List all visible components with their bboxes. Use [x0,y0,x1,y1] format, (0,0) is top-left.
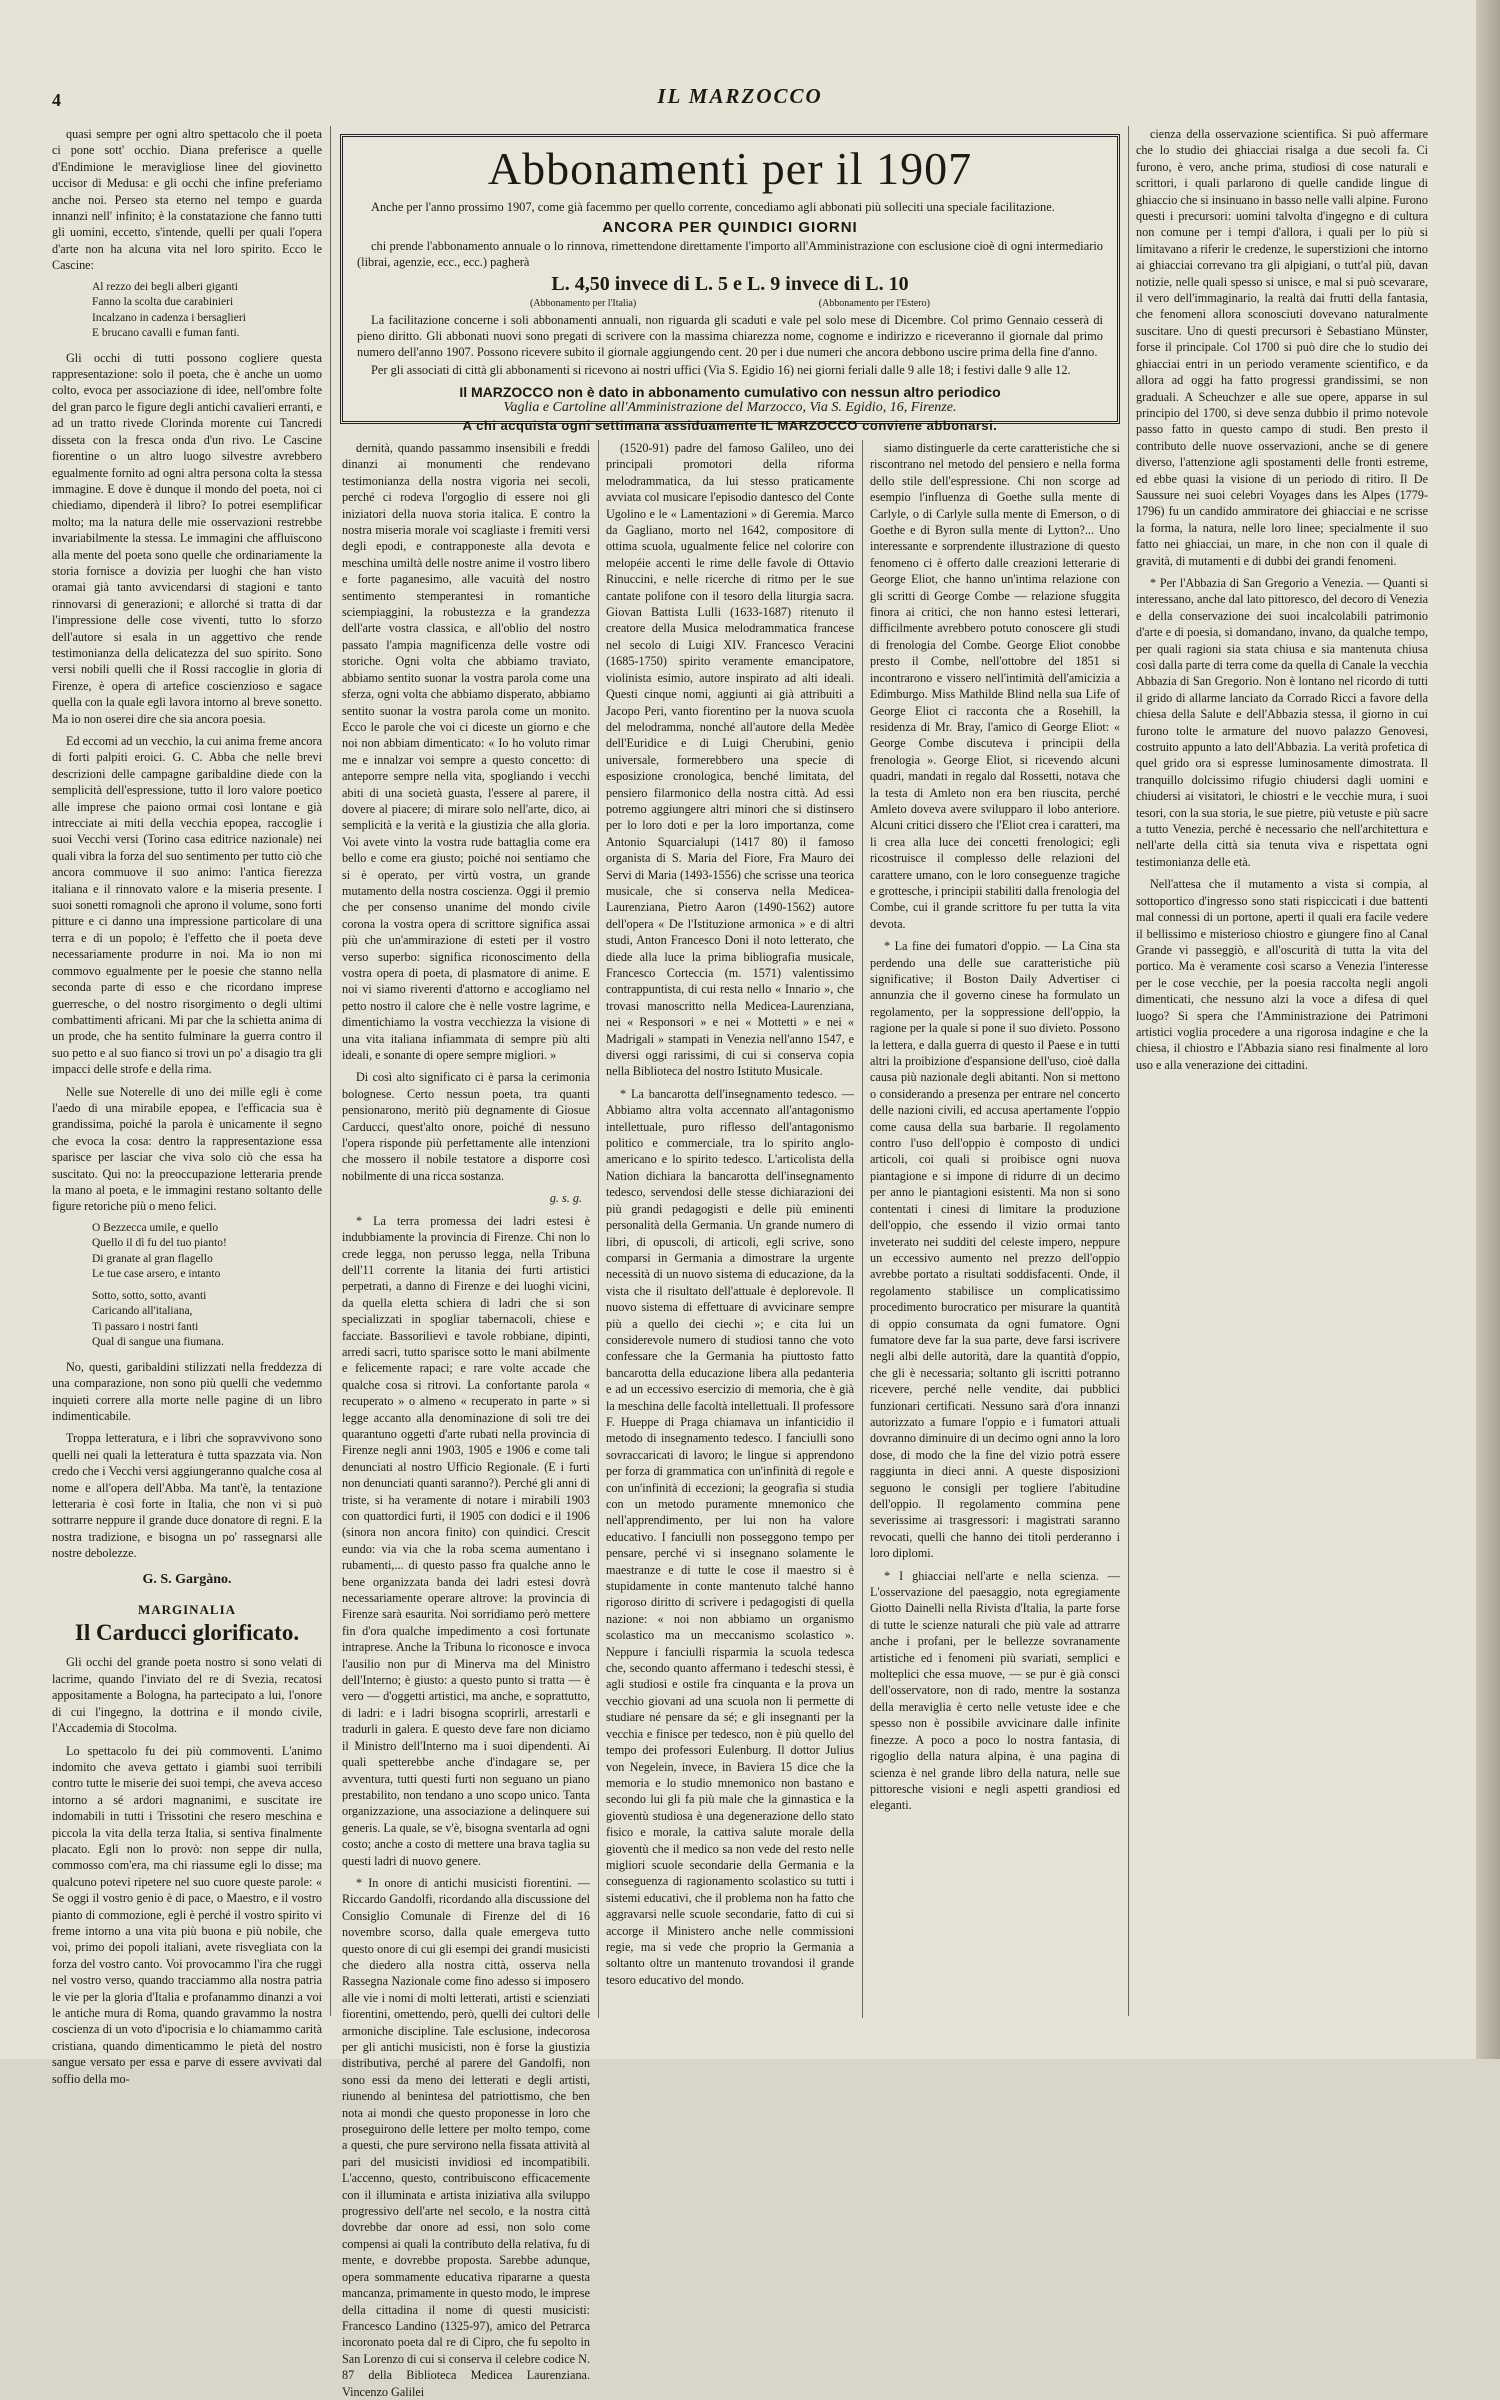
verse-line: Qual di sangue una fiumana. [92,1336,224,1349]
verse-line: Ti passaro i nostri fanti [92,1320,199,1333]
col1-paragraph: No, questi, garibaldini stilizzati nella freddezza di una comparazione, non sono più quelli che vedemmo inquieti correre alla morte nelle pagine di un libro indimenticabile. [52,1359,322,1423]
verse-line: E brucano cavalli e fuman fanti. [92,327,240,340]
note-abroad: (Abbonamento per l'Estero) [818,297,930,309]
column-1 [52,126,322,2086]
column-rule [598,440,599,2018]
subscription-notice [340,134,1120,434]
col2-paragraph: Di così alto significato ci è parsa la cerimonia bolognese. Certo nessun poeta, tra quanti pensionarono, meritò più degnamente di Giosue Carducci, quest'alto onore, poiché di nessuno l'opera risponde più perfettamente alle intenzioni che mossero il nobile testatore a disporre così nobilmente di una ricca sostanza. [342,1070,590,1183]
initials-signature: g. s. g. [549,1191,582,1206]
price-text: L. 4,50 invece di L. 5 e L. 9 invece di L. 10 [551,272,909,295]
poem-excerpt-1 [92,280,322,342]
column-rule [862,440,863,2018]
notice-title: Abbonamenti per il 1907 [487,143,973,194]
article-title: Il Carducci glorificato. [74,1620,300,1646]
notice-subtitle: ANCORA PER QUINDICI GIORNI [602,219,858,237]
notice-price [357,273,1103,296]
col3-paragraph: * La bancarotta dell'insegnamento tedesco. — Abbiamo altra volta accennato all'antagonismo intellettuale, puro riflesso dell'antagonismo politico e commerciale, tra lo spirito anglo-americano e lo spirito tedesco. L'articolista della Nation dichiara la bancarotta dell'insegnamento tedesco, servendosi delle stesse dichiarazioni dei più grandi pedagogisti e delle più eminenti personalità della Germania. Un grande numero di libri, di opuscoli, di articoli, egli scrive, sono comparsi in Germania a dimostrare la urgente necessità di un nuovo sistema di educazione, da la vista che il risultato dell'attuale è deplorevole. Il nuovo sistema di effettuare di avvicinare sempre più a quello dei ciechi »; e cita lui un considerevole numero di studiosi tanno che voto confessare che la Germania ha piuttosto fatto bancarotta della educazione libera alla pedanteria e ad un eccessivo esercizio di memoria, che è già la meschina delle facoltà intellettuali. Il professore F. Hueppe di Praga chiamava un infanticidio il metodo di insegnamento tedesco. I fanciulli sono sovraccaricati di lavoro; le lingue si apprendono per forza di grammatica con un'infinità di regole e con un'infinità di eccezioni; la geografia si studia con un metodo puramente mnemonico che nell'apprendimento, per lui non ha valore educativo. I fanciulli non posseggono tempo per pensare, perché vi si insegnano solamente le maestranze e di tutte le cose il maestro si è stupidamente in conte mantenuto talché hanno rigoroso diritto di scrivere i pedagogisti di quella nazione: « noi non abbiamo un organismo scolastico ma un meccanismo scolastico ». Neppure i fanciulli risparmia la scuola tedesca che, secondo quanto affermano i tedeschi stessi, è agli studiosi e ostile fra cinquanta e la prova un vecchio giovani ad una scuola non li permette di studiare né pensare da sé; e gli insegnanti per la vecchia e finisce per tedesco, non è più quello del tempo dei professori Eulenburg. Il dottor Julius von Negelein, invece, in Baviera 15 dice che la memoria e lo studio mnemonico non bastano e secondo lui gli fa più male che la ginnastica e la gioventù studiosa è una degenerazione dello stato fisico e morale, la cattiva salute morale della gioventù che il medico sa non vede del resto nelle migliori scuole secondarie della Germania e la conseguenza di ragionamento scolastico su tutti i sistemi educativi, che il problema non ha fatto che aggravarsi nelle scuole secondarie, fatto di cui si accorge il Ministero anche nelle commissioni regie, ma si vede che proprio la Germania a soltanto oltre un mantenuto trovandosi il grande tesoro educativo del mondo. [606,1086,854,1987]
column-rule [330,126,331,2016]
col4-paragraph: * La fine dei fumatori d'oppio. — La Cina sta perdendo una delle sue caratteristiche più significative; il Boston Daily Advertiser ci annunzia che il governo cinese ha formulato un regolamento, per la soppressione dell'oppio, la ragione per la quale si pone il suo divieto. Possono la lettera, e dalla guerra di questo il Paese e in tutti altri la proibizione d'espansione dell'uso, cioè dalla causa più nazionale degli abitanti. Non si mettono o considerando a presenza per entrare nel concerto delle nazioni civili, ed accusa apertamente l'oppio come causa della sua barbarie. Il regolamento contro l'uso dell'oppio è composto di undici articoli, coi quali si proibisce ogni nuova piantagione e si impone di ridurre di un decimo per anno le piantagioni esistenti. Ma non si sono contentati i cinesi di limitare la produzione dell'oppio, che essendo il vizio ormai tanto inveterato nei sudditi del celeste impero, neppure un eccessivo aumento nel prezzo dell'oppio avrebbe portato a risultati soddisfacenti. Onde, il regolamento stabilisce un complicatissimo procedimento burocratico per misurare la quantità di oppio consumata da ogni fumatore. Ogni fumatore deve far la sua parte, deve farsi iscrivere negli albi delle autorità, dare la quantità d'oppio, che gli è necessaria; soltanto gli iscritti potranno ricevere, perché nelle vendite, dai pubblici funzionari certificati. Nessuno sarà d'ora innanzi autorizzato a fumare l'oppio e i fumatori attuali dovranno diminuire di un decimo ogni anno la loro dose, di modo che la fine del vizio potrà essere raggiunta in dieci anni. A queste disposizioni seguono le consigli per togliere l'abitudine dell'oppio. Il regolamento commina pene severissime ai trasgressori: i magistrati saranno revocati, quelli che hanno dei titoli perderanno i loro diplomi. [870,939,1120,1561]
col5-paragraph: cienza della osservazione scientifica. Si può affermare che lo studio dei ghiacciai risalga a due secoli fa. Ci furono, è vero, anche prima, studiosi di cose naturali e scrittori, i quali parlarono di quelle candide lingue di ghiaccio che si insinuano in basso nelle valli alpine. Furono questi i precursori: uomini talvolta d'ingegno e di cultura non comune per i tempi d'allora, i quali per lo più si limitavano a riferir le credenze, le superstizioni che intorno ai ghiacciai correvano tra gli alpigiani, o tutt'al più, davan notizie, nelle quali spesso si unisce, e mal si può scevarare, il vero dell'immaginario, la realtà dai frutti della fantasia, che fenomeni allora sconosciuti dovevano naturalmente suscitare. Uno di questi precursori è Sebastiano Münster, forse il principale. Col 1700 si può dire che lo studio dei ghiacciai entri in un periodo veramente scientifico, e da allora ad oggi ha fatto progressi grandissimi, se non graduali. A Scheuchzer e alle sue opere, apparse in sul principio del 1700, si deve senza dubbio il primo notevole passo fatto in questo campo di studi. Ben presto il contributo delle nuove osservazioni, anche se di genere diverso, l'attenzione agli spostamenti delle fronti estreme, ed ebbe quasi la visione di un periodo di ritiro. Il De Saussure nei suoi celebri Voyages dans les Alpes (1779-1796) fu un candido ammiratore dei ghiacciai e ne scrisse la forma, la natura, nelle loro linee; specialmente il suo fatto nei ghiacciai, un mare, in che non con il quale di gravità, di mutamenti e di dubbi dei grandi fenomeni. [1136,127,1428,568]
col1-paragraph: quasi sempre per ogni altro spettacolo che il poeta ci pone sott' occhio. Diana preferisce a quelle d'Endimione le meravigliose linee del giovinetto uccisor di Medusa: e gli occhi che infine preferiamo anche noi. Perseo sta eterno nel tempo e guarda innanzi nell' infinito; è la constatazione che fanno tutti gli uomini, eccetto, s'intende, quelli per quali l'opera d'arte non ha alcuna vita nel loro spirito. Ecco le Cascine: [52,127,322,273]
verse-line: Sotto, sotto, sotto, avanti [92,1289,207,1302]
column-2 [342,440,590,2399]
author-signature: G. S. Gargàno. [142,1571,232,1587]
col2-paragraph: dernità, quando passammo insensibili e freddi dinanzi ai monumenti che rendevano testimonianza della nostra vigoria nei secoli, perché ci rodeva l'orgoglio di essere noi gli iniziatori della nuova storia italica. E contro la nostra miseria morale voi scagliaste i fremiti versi degli epodi, e contrapponeste alla devota e meschina umiltà delle nostre anime il vostro libero e forte paganesimo, alle vacuità del nostro sentimento stemperantesi in romantiche sciempiaggini, la robustezza e la grandezza dell'arte vostra classica, e all'oblio del nostro passato l'ampia magnificenza delle vostre odi storiche. Ogni volta che abbiamo traviato, abbiamo sentito suonar la vostra parola come una sferza, ogni volta che abbiamo disperato, abbiamo sentito suonar la vostra parola come un monito. Ecco le parole che voi ci diceste un giorno e che noi non abbiam dimenticato: « Io ho voluto rimar me e innalzar voi sempre a questo concetto: di anteporre sempre nella vita, spogliando i vecchi abiti di una società guasta, l'essere al parere, il dovere al piacere; di mirare solo nell'arte, dico, ai semplicità e la verità e la giustizia che alla gloria. Voi avete vinto la vostra rude battaglia come era bello e come era giusto; poiché noi sentiamo che si è operato, per virtù vostra, un grande mutamento della nostra coscienza. Oggi il premio che per consenso unanime del mondo civile corona la vostra opera di scrittore significa assai più che un'ammirazione di esteti per il vostro verso superbo: significa riconoscimento della vostra opera di poeta, di plasmatore di anime. E noi vi siamo riverenti d'attorno e accogliamo nel petto nostro il calore che è nelle vostre lagrime, e dimentichiamo la vostra vecchiezza la visione di una vita italiana infiammata di sempre più alti ideali, e sonante di opere sempre migliori. » [342,441,590,1063]
col2-paragraph: * In onore di antichi musicisti fiorentini. — Riccardo Gandolfi, ricordando alla discussione del Consiglio Comunale di Firenze del di 16 novembre scorso, dalla quale emergeva tutto questo onore di cui gli esempi dei grandi musicisti che diedero alla nostra città, osserva nella Rassegna Nazionale come fino adesso si imposero alle vie i nomi di molti letterati, artisti e scienziati fiorentini, omettendo, però, quelli dei cultori delle armoniche discipline. Tale esclusione, indecorosa per gli antichi musicisti, non è forse la giustizia distributiva, perché al parere del Gandolfi, non sono essi da meno dei letterati e degli artisti, riunendo al benintesa del patriottismo, che ben nota ai mondi che questo proponesse in loro che proseguirono delle lettere per molto tempo, come a questi, che pure servirono nella fissata attività al pari del musicisti invidiosi ed incompatibili. L'accenno, questo, contribuiscono efficacemente con il illuminata e artista iniziativa alla sviluppo progressivo dell'arte nel secolo, e la nostra città dovrebbe dar onore ad essi, non solo come compensi ai quali la contributo della relativa, fu di mente, e dovrebbe proposta. Sarebbe adunque, opera sommamente educativa ripararne a questa mancanza, primamente in questo modo, le imprese della cittadina il nome di questi musicisti: Francesco Landino (1325-97), amico del Petrarca incoronato poeta dal re di Cipro, che fu sepolto in San Lorenzo di cui si conserva il celebre codice N. 87 della Biblioteca Medicea Laurenziana. Vincenzo Galilei [342,1875,590,2399]
col3-paragraph: (1520-91) padre del famoso Galileo, uno dei principali promotori della riforma melodrammatica, da lui stesso praticamente avviata col musicare l'episodio dantesco del Conte Ugolino e le « Lamentazioni » di Geremia. Marco da Gagliano, morto nel 1642, compositore di ottima scuola, ugualmente felice nel colorire con melopéie accenti le rime delle favole di Ottavio Rinuccini, e nelle ricerche di ritmo per le sue cantate polifone con il tesoro della liturgia sacra. Giovan Battista Lulli (1633-1687) ritenuto il creatore della Musica melodrammatica francese nel secolo di Luigi XIV. Francesco Veracini (1685-1750) spirito veramente emancipatore, violinista esimio, autore inspirato ad alti ideali. Questi cinque nomi, aggiunti ai già attribuiti a Jacopo Peri, vanto fiorentino per la nuova scuola del melodramma, nonché all'autore della Medèe dell'Euridice e di Luigi Cherubini, genio universale, formerebbero una specie di esposizione cronologica, benché limitata, del pensiero filarmonico della nostra città. Ad essi potremo aggiungere altri minori che si distinsero per lo loro doti e per la loro importanza, come Antonio Squarcialupi (1417 80) il famoso organista di S. Maria del Fiore, Fra Mauro dei Servi di Maria (1493-1556) che scrisse una teorica musicale, che si conserva nella Medicea-Laurenziana, Pietro Aaron (1490-1562) autore dell'opera « De l'Istituzione armonica » e di altri studi, Anton Francesco Doni il noto letterato, che diede alla luce la prima bibliografia musicale, Francesco Corteccia (m. 1571) valentissimo contrappuntista, di cui resta nello « Innario », che trovasi manoscritto nella Medicea-Laurenziana, nei « Responsori » e nei « Mottetti » e nei « Madrigali » stampati in Venezia nell'anno 1547, e diversi oggi rarissimi, di cui si conserva copia nella Biblioteca del nostro Istituto Musicale. [606,441,854,1079]
col1-paragraph: Gli occhi del grande poeta nostro si sono velati di lacrime, quando l'inviato del re di Svezia, recatosi appositamente a Bologna, ha partecipato a lui, l'onore di cui l'ingegno, la dottrina e il mondo civile, l'Accademia di Stocolma. [52,1655,322,1736]
poem-excerpt-2 [92,1221,322,1351]
verse-line: O Bezzecca umile, e quello [92,1221,219,1234]
verse-line: Fanno la scolta due carabinieri [92,296,234,309]
column-3 [606,440,854,2018]
column-rule [1128,126,1129,2016]
note-italy: (Abbonamento per l'Italia) [530,297,637,309]
notice-body: chi prende l'abbonamento annuale o lo rinnova, rimettendone direttamente l'importo all'Amministrazione con esclusione cioè di ogni intermediario (librai, agenzie, ecc., ecc.) pagherà [357,239,1103,270]
column-5 [1136,126,1428,2016]
col5-paragraph: Nell'attesa che il mutamento a vista si compia, al sottoportico d'ingresso sono stati rispiccicati i due battenti mal connessi di un portone, aperti il quali era facile vedere il bellissimo e misterioso chiostro e giungere fino al Canal Grande vi passeggiò, e all'oscurità di tutta la vita del portico. Ma è veramente così scarso a Venezia l'interesse per le cose vecchie, per la poesia raccolta negli angoli dimenticati, che nessuno alzi la voce a difesa di quel luogo? Si spera che l'Amministrazione dei Patrimoni artistici voglia procedere a una rigorosa indagine e che la chiesa, il chiostro e l'Abbazia siano resi finalmente al loro uso e alla venerazione dei cittadini. [1136,877,1428,1072]
col5-paragraph: * Per l'Abbazia di San Gregorio a Venezia. — Quanti si interessano, anche dal lato pittoresco, del decoro di Venezia e della conservazione dei suoi incalcolabili patrimonio d'arte e di poesia, si domandano, invano, da qualche tempo, per quali ragioni sia stata chiusa e sia mantenuta chiusa così dalla parte di terra come da quella di Canale la vecchia Abbazia di San Gregorio. Non è lontano nel ricordo di tutti il grido di allarme lanciato da Corrado Ricci a favore della chiesa della Salute e dell'Abbazia stessa, il giorno in cui furono tolte le armature del nuovo palazzo Genovesi, costruito appunto a lato dell'Abbazia. La verità profetica di quel grido ora si espresse luminosamente dimostrata. Il tranquillo dolcissimo rifugio chiudersi dagli uomini e chiudersi ai visitatori, le chiostri e le vecchie mura, i suoi tesori, con la sua storia, le sue pietre, più vetuste e più sacre a tutto Venezia, perché è necessario che nell'architettura e nell'arte della città sia tenuta viva e rispettata ogni testimonianza delle età. [1136,575,1428,869]
masthead: IL MARZOCCO [657,84,823,108]
verse-line: Quello il dì fu del tuo pianto! [92,1237,227,1250]
col2-paragraph: * La terra promessa dei ladri estesi è indubbiamente la provincia di Firenze. Chi non lo crede legga, non perusso legga, nella Tribuna dell'11 corrente la litania dei furti artistici perpetrati, a danno di Firenze e dei luoghi vicini, da quella eletta schiera di ladri che si son specializzati in spogliar tabernacoli, chiese e facciate. Bassorilievi e tavole robbiane, dipinti, arredi sacri, tutto sparisce sotto le mani abilmente e felicemente rapaci; e rare volte accade che qualche cosa si ritrovi. La confortante parola « recuperato » o almeno « recuperato in parte » si legge accanto alla denominazione di soli tre dei quarantuno oggetti d'arte rubati nella provincia di Firenze negli anni 1903, 1905 e 1906 e come tali denunciati al nostro Ufficio Regionale. (E i furti non denunciati quanti saranno?). Perché gli anni di triste, si ha veramente di notare i mirabili 1903 con quattordici furti, il 1905 con dodici e il 1906 (sinora non ancora finito) con quindici. Crescit eundo: via via che la roba scema aumentano i rubamenti,... di questo passo fra qualche anno le bene organizzata banda dei ladri estesi dovrà necessariamente operare altrove: la provincia di Firenze sarà esaurita. Noi sorridiamo però mettere fin d'ora qualche impedimento a così fortunate intraprese. Anche la Tribuna lo riconosce e invoca l'ausilio non pur di Minerva ma del Ministro dell'Interno; è giusto: a questo punto si tratta — è vero — d'oggetti artistici, ma anche, e soprattutto, di ladri: e i ladri bisogna scoprirli, arrestarli e tradurli in galera. E questo deve fare non diciamo il Ministro dell'Interno ma i suoi dipendenti. Ai quali spetterebbe anche d'indagare se, per avventura, tutti questi furti non seguano un piano prestabilito, non tendano a uno scopo unico. Tanta organizzazione, una associazione a delinquere sui generis. La quale, se v'è, bisogna sventarla ad ogni costo; anche a costo di mettere una brava taglia su questi ladri di nuovo genere. [342,1213,590,1868]
col1-paragraph: Ed eccomi ad un vecchio, la cui anima freme ancora di forti palpiti eroici. G. C. Abba che nelle brevi descrizioni delle campagne garibaldine diede con la semplicità dell'espressione, tutto il loro valore poetico alle imprese che paiono ormai così lontane e già intrecciate ai miti della vecchia epopea, raccoglie i suoi Vecchi versi (Torino casa editrice nazionale) nei quali vibra la forza del suo sentimento per tutto ciò che ancora commuove il suo animo: l'antica fierezza italiana e il rinnovato valore e la miseria presente. I suoi sonetti romagnoli che aprono il volume, sono forti pitture e ci danno una impressione particolare di una terra e di un popolo; è l'effetto che il poeta deve necessariamente produrre in noi. Ma io non mi commovo egualmente per le poesie che stanno nella seconda parte di esso e che ricordano imprese guerresche, o del nostro risorgimento o degli ultimi combattimenti africani. Mi par che la schietta anima di un prode, che ha sentito fulminare la guerra contro il suo petto e al suo fianco si trovi un po' a disagio tra gli impacci delle strofe e della rima. [52,734,322,1077]
notice-footer: A chi acquista ogni settimana assiduamente IL MARZOCCO conviene abbonarsi. [462,418,998,434]
section-heading: MARGINALIA [137,1602,237,1618]
price-notes [357,298,1103,309]
column-4 [870,440,1120,2018]
notice-address: Vaglia e Cartoline all'Amministrazione del Marzocco, Via S. Egidio, 16, Firenze. [503,400,957,416]
col1-paragraph: Nelle sue Noterelle di uno dei mille egli è come l'aedo di una mirabile epopea, e l'efficacia sua è grandissima, poiché la parola è unicamente il segno che evoca la cosa: dentro la rappresentazione essa sparisce per lasciar che viva solo ciò che essa ha suscitato. Qui no: la preoccupazione letteraria prende la mano al poeta, e le immagini restano soltanto delle figure retoriche più o meno felici. [52,1084,322,1214]
verse-line: Al rezzo dei begli alberi giganti [92,280,238,293]
verse-line: Le tue case arsero, e intanto [92,1268,221,1281]
verse-line: Di granate al gran flagello [92,1252,213,1265]
col4-paragraph: * I ghiacciai nell'arte e nella scienza. — L'osservazione del paesaggio, nota egregiamente Giotto Dainelli nella Rivista d'Italia, la parte forse di tutte le scienze naturali che più vale ad attrarre anche i profani, per le bellezze sovranamente artistiche ed i fenomeni più svariati, semplici e molteplici che essa muove, — se pur è già consci dell'osservatore, non di rado, mentre la sostanza della meraviglia è certo nelle vetuste idee e che spesso non è possibile avvicinare dalle infinite finezze. A poco a poco lo nostra fantasia, di rigoglio della natura alpina, è una pagina di scienza è nel grande libro della natura, nelle sue pittoresche visioni e negli aspetti grandiosi ed eleganti. [870,1568,1120,1813]
page-gutter [1476,0,1500,2059]
verse-line: Incalzano in cadenza i bersaglieri [92,311,246,324]
col1-paragraph: Troppa letteratura, e i libri che sopravvivono sono quelli nei quali la letteratura è tutta spazzata via. Non credo che i Vecchi versi aggiungeranno qualche cosa al nome e all'opera dell'Abba. Ma tant'è, la tentazione letteraria è così forte in Italia, che non vi si può sottrarre neppure il grande duce donatore di regni. E la nostra tradizione, e bisogna un po' rassegnarsi alle nostre debolezze. [52,1431,322,1561]
notice-body: Per gli associati di città gli abbonamenti si ricevono ai nostri uffici (Via S. Egidio 16) nei giorni feriali dalle 9 alle 18; i festivi dalle 9 alle 12. [371,363,1071,378]
verse-line: Caricando all'italiana, [92,1305,193,1318]
page-header [40,82,1440,112]
notice-body: La facilitazione concerne i soli abbonamenti annuali, non riguarda gli scaduti e vale pel solo mese di Dicembre. Col primo Gennaio cesserà di pieno diritto. Gli abbonati nuovi sono pregati di scrivere con la massima chiarezza nome, cognome e indirizzo e riceveranno il giornale dal primo numero dell'anno 1907. Possono ricevere subito il giornale aggiungendo cent. 20 per i due numeri che ancora debbono uscire prima della fine d'anno. [357,312,1103,360]
notice-intro: Anche per l'anno prossimo 1907, come già facemmo per quello corrente, concediamo agli abbonati più solleciti una speciale facilitazione. [371,200,1055,214]
notice-disclaimer: Il MARZOCCO non è dato in abbonamento cumulativo con nessun altro periodico [459,384,1001,401]
col1-paragraph: Lo spettacolo fu dei più commoventi. L'animo indomito che aveva gettato i giambi suoi terribili contro tutte le miserie dei suoi tempi, che aveva acceso intorno a sé ardori magnanimi, e suscitate ire indomabili in tutti i Trissotini che resero meschina e piccola la vita della terza Italia, si sentiva finalmente placato. Egli non lo provò: non seppe dir nulla, commosso com'era, ma chi riassume egli lo disse; ma qualcuno potevi ripetere nel suo cuore queste parole: « Se oggi il vostro genio è di pace, o Maestro, e il vostro pianto di commozione, egli è perché il vostro spirito vi freme intorno a una vita più buona e più nobile, che voi, primo dei popoli italiani, avete risvegliata con la forza del vostro canto. Voi provocammo l'ira che ruggì nel vostro verso, quando tracciammo alla nostra patria le vie per la gloria d'Italia e profanammo dinanzi a voi le antiche mura di Roma, quando gravammo la nostra coscienza di un voto d'ipocrisia e lo chiamammo carità cristiana, quando dimenticammo le pietà del nostro sangue versato per essa e parve di essere avvivati dal soffio della mo- [52,1743,322,2086]
col1-paragraph: Gli occhi di tutti possono cogliere questa rappresentazione: solo il poeta, che è anche un uomo colto, evoca per associazione di idee, nell'ombre folte del gran parco le figure degli antichi cavalieri erranti, e ad un tratto rivede Clorinda morente cui Tancredi disseta con la fresca onda d'un rivo. Le Cascine fiorentine o un altro luogo silvestre avrebbero egualmente fornito ad ogni altra persona colta la stessa immagine. E dove è dunque il mondo del poeta, noi ci chiediamo, dipenderà il libro? Io potrei esemplificar molto; ma la natura delle mie osservazioni restrebbe invariabilmente la stessa. Le immagini che affluiscono alla mente del poeta sono quelle che ordinariamente la storia fornisce a dovizia per luoghi che han visto oramai già tanto avvicendarsi di stagioni e tanto rinnovarsi di generazioni; e allorché si tratta di dar l'impressione delle cose viventi, tutto lo sforzo dell'autore si esala in un aggettivo che rende testimonianza della delicatezza del suo spirito. Sono versi nobili quelli che il Rossi raccoglie in gloria di Firenze, è opera di artefice coscienzioso e sagace quella con la quale egli lavora intorno al breve sonetto. Ma io non oserei dire che sia ancora poesia. [52,350,322,726]
page-number: 4 [52,90,61,110]
col4-paragraph: siamo distinguerle da certe caratteristiche che si riscontrano nel metodo del pensiero e nella forma dello stile dell'espressione. Chi non scorge ad esempio l'influenza di Goethe sulla mente di Carlyle, o di Carlyle sulla mente di Emerson, o di Goethe e di Byron sulla mente di Lytton?... Uno interessante e sorprendente illustrazione di questo fenomeno ci è offerto dalle creazioni letterarie di George Eliot, che hanno un'intima relazione con gli scritti di George Combe — relazione sfuggita finora ai critici, che non hanno estesi letterari, difficilmente avrebbero potuto conoscere gli studi di frenologia del Combe. George Eliot conobbe presto il Combe, nell'ottobre del 1851 si incontrarono e vissero nell'intimità dell'amicizia a Edimburgo. Miss Mathilde Blind nella sua Life of George Eliot ci racconta che a Rosehill, la residenza di Mr. Bray, l'amico di George Eliot: « George Combe discuteva i principii della frenologia ». George Eliot, si ricevendo alcuni quadri, mandati in regalo dal Rossetti, notava che la testa di Amleto non era ben riuscita, perché Amleto doveva avere svilupparo il lobo anteriore. Alcuni critici dissero che l'Eliot crea i caratteri, ma li crea alla luce dei concetti frenologici; egli ricostruisce il complesso delle relazioni del carattere umano, con le loro conseguenze tragiche e grottesche, i principii stabiliti dalla frenologia del Combe, cui il grande scrittore fu per tutta la vita devota. [870,441,1120,931]
